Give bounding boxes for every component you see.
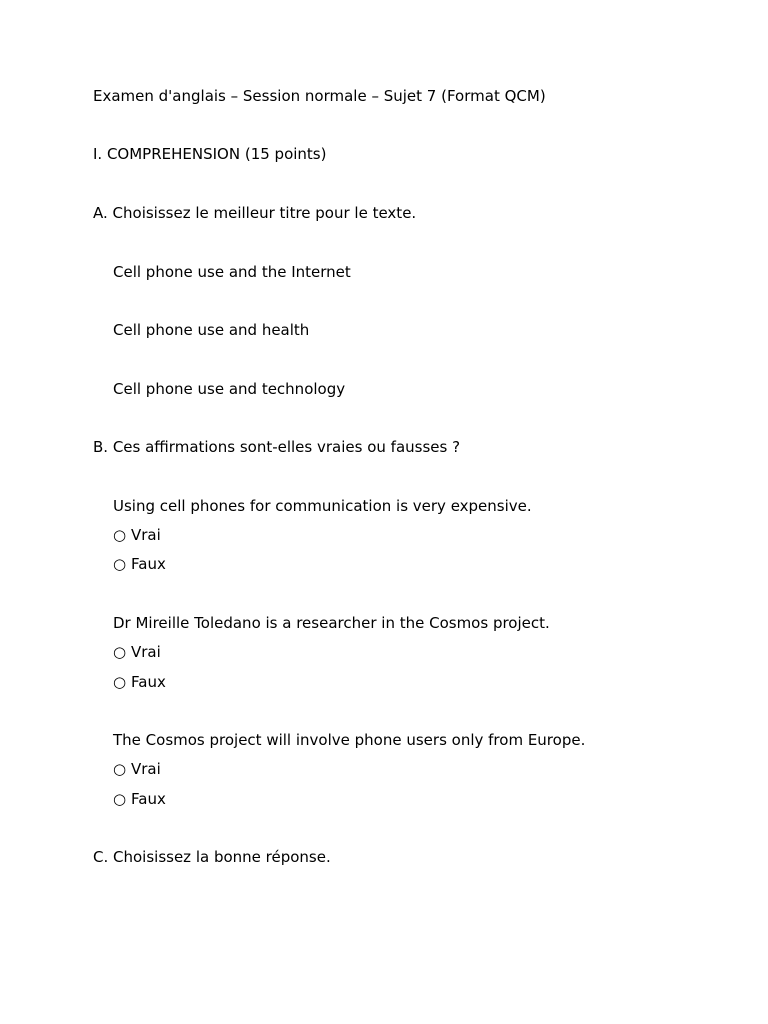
part-a-option-2[interactable]: Cell phone use and health — [113, 321, 310, 339]
statement-3-false-option[interactable] — [113, 790, 166, 808]
part-b-statement-2: Dr Mireille Toledano is a researcher in the Cosmos project. — [113, 614, 550, 632]
statement-1-false-option[interactable] — [113, 555, 166, 573]
false-label: Faux — [131, 790, 166, 808]
part-a-option-3[interactable]: Cell phone use and technology — [113, 380, 346, 398]
statement-2-true-option[interactable] — [113, 643, 161, 661]
radio-button-icon[interactable]: ○ — [113, 555, 127, 573]
true-label: Vrai — [131, 526, 161, 544]
part-b-statement-1: Using cell phones for communication is very expensive. — [113, 497, 532, 515]
false-label: Faux — [131, 555, 166, 573]
part-b-instruction: B. Ces affirmations sont-elles vraies ou fausses ? — [93, 438, 461, 456]
section-heading: I. COMPREHENSION (15 points) — [93, 145, 327, 163]
radio-button-icon[interactable]: ○ — [113, 760, 127, 778]
radio-button-icon[interactable]: ○ — [113, 673, 127, 691]
statement-2-false-option[interactable] — [113, 673, 166, 691]
exam-title: Examen d'anglais – Session normale – Sujet 7 (Format QCM) — [93, 87, 546, 105]
false-label: Faux — [131, 673, 166, 691]
true-label: Vrai — [131, 760, 161, 778]
part-c-instruction: C. Choisissez la bonne réponse. — [93, 848, 331, 866]
radio-button-icon[interactable]: ○ — [113, 526, 127, 544]
part-a-instruction: A. Choisissez le meilleur titre pour le texte. — [93, 204, 417, 222]
statement-1-true-option[interactable] — [113, 526, 161, 544]
radio-button-icon[interactable]: ○ — [113, 643, 127, 661]
statement-3-true-option[interactable] — [113, 760, 161, 778]
radio-button-icon[interactable]: ○ — [113, 790, 127, 808]
true-label: Vrai — [131, 643, 161, 661]
part-b-statement-3: The Cosmos project will involve phone users only from Europe. — [113, 731, 586, 749]
part-a-option-1[interactable]: Cell phone use and the Internet — [113, 263, 351, 281]
